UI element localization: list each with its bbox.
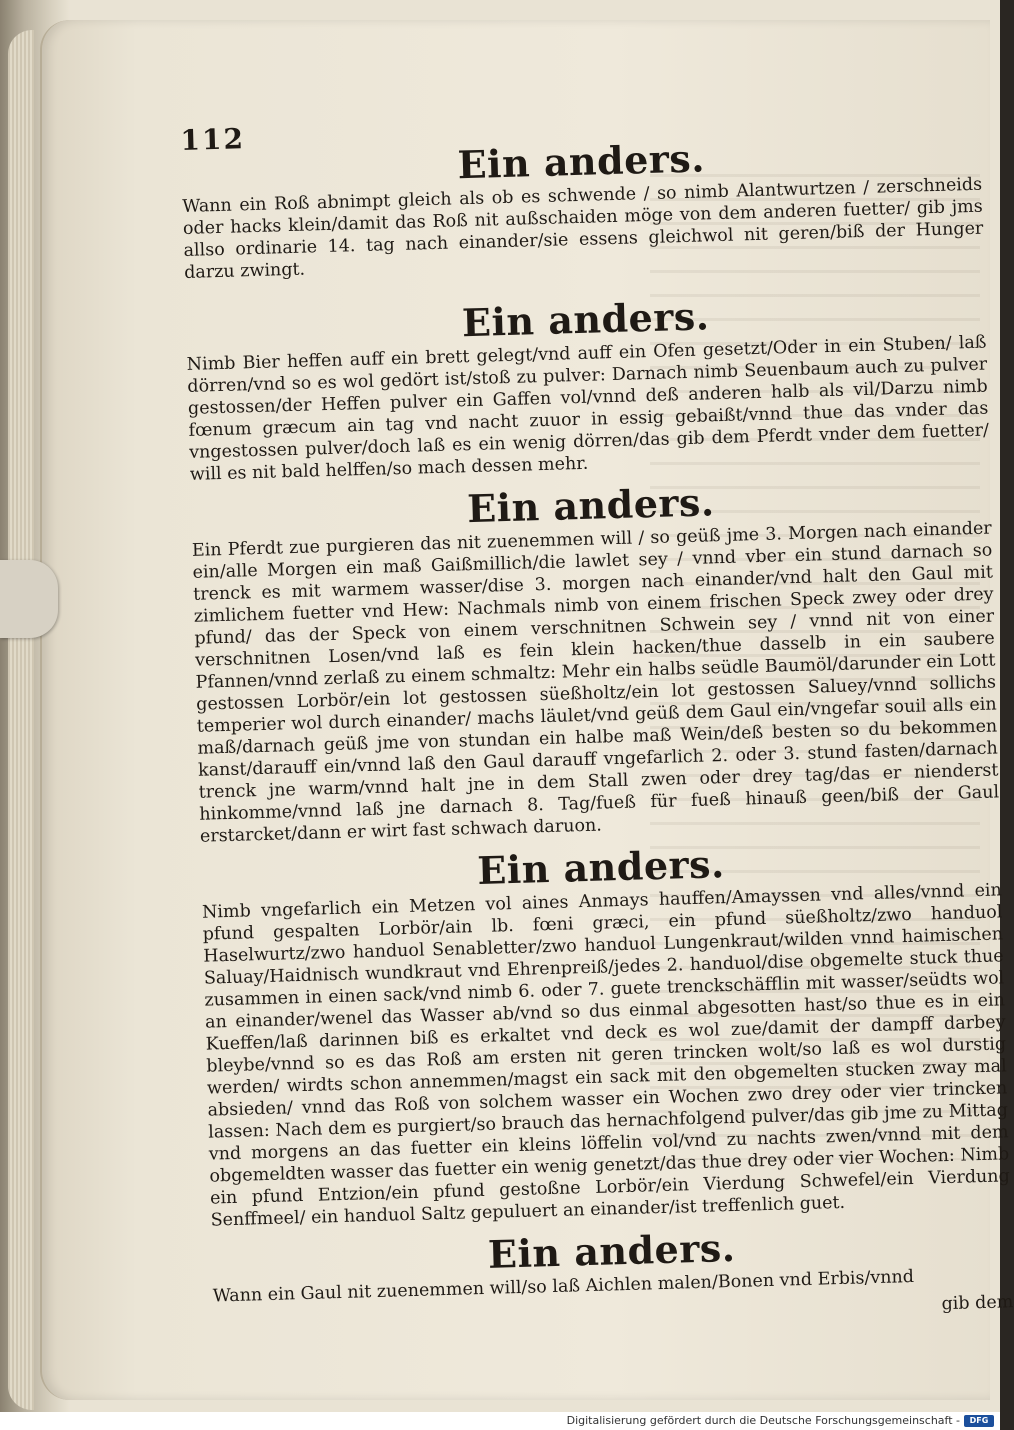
section-2	[185, 286, 990, 486]
section-heading: Ein anders.	[461, 293, 710, 346]
dfg-logo: DFG	[964, 1415, 994, 1427]
section-3	[190, 472, 1000, 848]
section-4	[200, 833, 1010, 1231]
section-text: Ein Pferdt zue purgieren das nit zuenemmen will / so geüß jme 3. Morgen nach einander ein/alle Morgen ein maß Gaißmillich/die lawlet sey / vnnd vber ein stund darnach so trenck es mit warmem wasser/dise 3. morgen nach einander/vnd halt den Gaul mit zimlichem fuetter vnd Hew: Nachmals nimb von einem frischen Speck zwey oder drey pfund/ das der Speck von einem verschnitnen Schwein sey / vnnd nit von einer verschnitnen Losen/vnd laß es fein klein hacken/thue dasselb in ein saubere Pfannen/vnnd zerlaß zu einem schmaltz: Mehr ein halbs seüdle Baumöl/darunder ein Lott gestossen Lorbör/ein lot gestossen süeßholtz/ein lot gestossen Saluey/vnnd sollichs temperier wol durch einander/ machs läulet/vnd geüß dem Gaul ein/vngefar souil alls ein maß/darnach geüß jme von stundan ein halbe maß Wein/deß besten so du bekommen kanst/darauff ein/vnnd laß den Gaul darauff vngefarlich 2. oder 3. stund fasten/darnach trenck jne warm/vnnd halt jne in dem Stall zwen oder drey tag/das er nienderst hinkomme/vnnd laß jne darnach 8. Tag/fueß für fueß hinauß geen/biß der Gaul erstarcket/dann er wirt fast schwach daruon.	[191, 518, 1000, 847]
catchword: gib dem	[941, 1292, 1014, 1315]
section-heading: Ein anders.	[466, 479, 716, 532]
section-text: Wann ein Gaul nit zuenemmen will/so laß Aichlen malen/Bonen vnd Erbis/vnnd	[212, 1266, 915, 1307]
section-text: Wann ein Roß abnimpt gleich als ob es schwende / so nimb Alantwurtzen / zerschneids oder hacks klein/damit das Roß nit außschaiden möge von dem anderen fuetter/ gib jms allso ordinarie 14. tag nach einander/sie essens gleichwol nit geren/biß der Hunger darzu zwingt.	[182, 174, 984, 283]
section-text: Nimb vngefarlich ein Metzen vol aines Anmays hauffen/Amayssen vnd alles/vnnd ein pfund gespalten Lorbör/ain lb. fœni græci, ein pfund süeßholtz/zwo handuol Haselwurtz/zwo handuol Senabletter/zwo handuol Lungenkraut/wilden vnnd haimischen Saluay/Haidnisch wundkraut vnd Ehrenpreiß/jedes 2. handuol/dise obgemelte stuck thue zusammen in einen sack/vnd nimb 6. oder 7. guete trenckschäfflin mit wasser/seüdts wol an einander/wenel das Wasser ab/vnd so dus einmal abgesotten hast/so thue es in ein Kueffen/laß darinnen biß es erkaltet vnd deck es wol zue/damit der dampff darbey bleybe/vnnd so es das Roß am ersten nit geren trincken wolt/so laß es wol durstig werden/ wirdts schon annemmen/magst ein sack mit den obgemelten stucken zway mal absieden/ vnnd das Roß von solchem wasser ein Wochen zwo drey oder vier trincken lassen: Nach dem es purgiert/so brauch das hernachfolgend pulver/das gib jme zu Mittag vnd morgens an das fuetter ein kleins löffelin vol/vnd zu nachts zwen/vnnd mit dem obgemeldten wasser das fuetter ein wenig genetzt/das thue drey oder vier Wochen: Nimb ein pfund Entzion/ein pfund gestoßne Lorbör/ein Vierdung Schwefel/ein Vierdung Senffmeel/ ein handuol Saltz gepuluert an einander/ist treffenlich guet.	[201, 880, 1011, 1231]
section-heading: Ein anders.	[476, 841, 726, 893]
section-text: Nimb Bier heffen auff ein brett gelegt/vnd auff ein Ofen gesetzt/Oder in ein Stuben/ laß dörren/vnd so es wol gedört ist/stoß zu pulver: Darnach nimb Seuenbaum auch zu pulver gestossen/der Heffen pulver ein Gaffen vol/vnnd deß anderen halb als vil/Darzu nimb fœnum græcum ain tag vnd nacht zuuor in essig gebaißt/vnnd thue das vnder das vngestossen pulver/doch laß es ein wenig dörren/das gib dem Pferdt vnder dem fuetter/ will es nit bald helffen/so mach dessen mehr.	[186, 332, 990, 485]
funding-credit: Digitalisierung gefördert durch die Deutsche Forschungsgemeinschaft -	[566, 1414, 960, 1427]
page-edges	[8, 30, 34, 1410]
footer-bar	[0, 1412, 1000, 1430]
page-clip	[0, 560, 58, 638]
page-content	[180, 100, 1014, 1336]
section-heading: Ein anders.	[487, 1224, 736, 1277]
page-number: 112	[180, 122, 246, 157]
section-heading: Ein anders.	[456, 135, 706, 188]
